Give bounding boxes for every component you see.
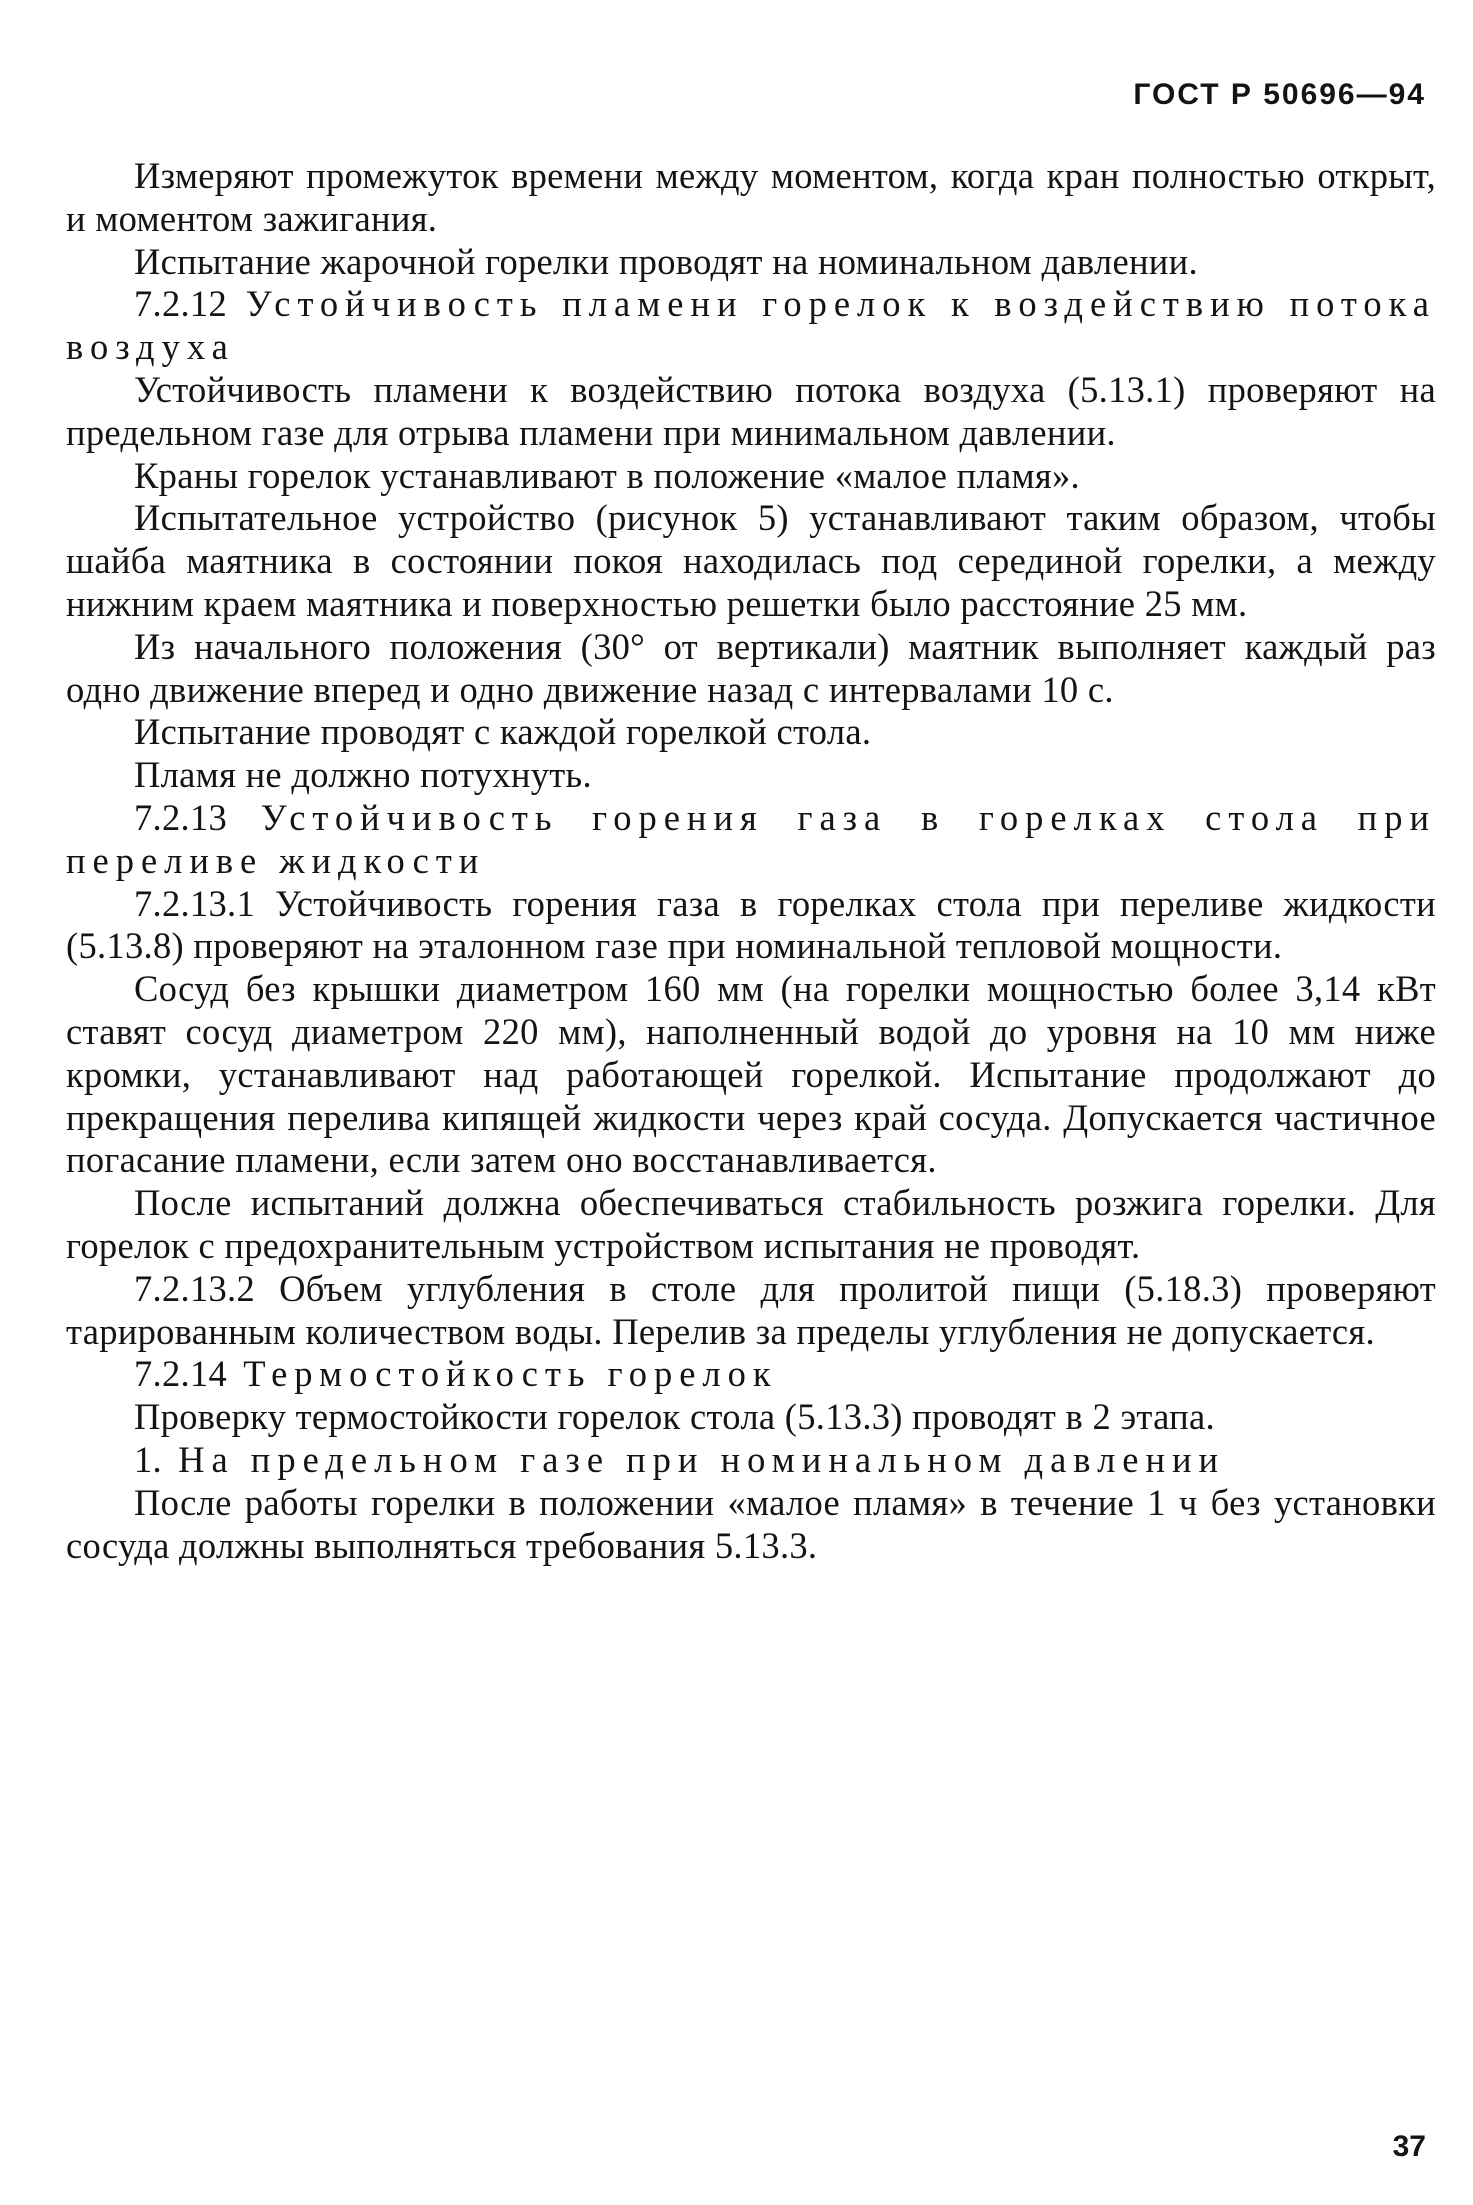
section-heading — [66, 283, 1436, 369]
paragraph: Измеряют промежуток времени между моментом, когда кран полностью открыт, и моментом зажигания. — [66, 155, 1436, 239]
paragraph: Испытание проводят с каждой горелкой стола. — [134, 711, 872, 753]
paragraph: Из начального положения (30° от вертикали) маятник выполняет каждый раз одно движение вперед и одно движение назад с интервалами 10 с. — [66, 625, 1436, 710]
section-number: 7.2.12 — [134, 283, 228, 325]
section-number: 1. — [134, 1438, 162, 1480]
body-text — [66, 155, 1436, 1567]
paragraph: 7.2.13.1 Устойчивость горения газа в горелках стола при переливе жидкости (5.13.8) проверяют на эталонном газе при номинальной тепловой мощности. — [66, 882, 1436, 967]
section-heading — [66, 1353, 1436, 1396]
section-heading — [66, 1439, 1436, 1482]
paragraph: Пламя не должно потухнуть. — [134, 754, 592, 796]
section-title: Термостойкость горелок — [243, 1353, 778, 1395]
paragraph: Сосуд без крышки диаметром 160 мм (на горелки мощностью более 3,14 кВт ставят сосуд диаметром 220 мм), наполненный водой до уровня на 10 мм ниже кромки, устанавливают над работающей горелкой. Испытание продолжают до прекращения перелива кипящей жидкости через край сосуда. Допускается частичное погасание пламени, если затем оно восстанавливается. — [66, 968, 1436, 1181]
section-number: 7.2.14 — [134, 1353, 228, 1395]
section-heading — [66, 797, 1436, 883]
section-number: 7.2.13 — [134, 796, 228, 838]
paragraph: После испытаний должна обеспечиваться стабильность розжига горелки. Для горелок с предохранительным устройством испытания не проводят. — [66, 1182, 1436, 1266]
paragraph: 7.2.13.2 Объем углубления в столе для пролитой пищи (5.18.3) проверяют тарированным количеством воды. Перелив за пределы углубления не допускается. — [66, 1267, 1436, 1352]
paragraph: Испытательное устройство (рисунок 5) устанавливают таким образом, чтобы шайба маятника в состоянии покоя находилась под серединой горелки, а между нижним краем маятника и поверхностью решетки было расстояние 25 мм. — [66, 497, 1436, 624]
paragraph: Устойчивость пламени к воздействию потока воздуха (5.13.1) проверяют на предельном газе для отрыва пламени при минимальном давлении. — [66, 368, 1436, 453]
paragraph: Испытание жарочной горелки проводят на номинальном давлении. — [134, 240, 1198, 282]
paragraph: После работы горелки в положении «малое пламя» в течение 1 ч без установки сосуда должны выполняться требования 5.13.3. — [66, 1481, 1436, 1566]
section-title: Устойчивость пламени горелок к воздействию потока воздуха — [66, 283, 1436, 368]
page-header: ГОСТ Р 50696—94 — [1133, 78, 1426, 111]
paragraph: Краны горелок устанавливают в положение «малое пламя». — [134, 454, 1080, 496]
section-title: На предельном газе при номинальном давлении — [178, 1438, 1226, 1480]
paragraph: Проверку термостойкости горелок стола (5.13.3) проводят в 2 этапа. — [134, 1396, 1215, 1438]
section-title: Устойчивость горения газа в горелках стола при переливе жидкости — [66, 796, 1436, 881]
page-number: 37 — [1392, 2130, 1426, 2163]
